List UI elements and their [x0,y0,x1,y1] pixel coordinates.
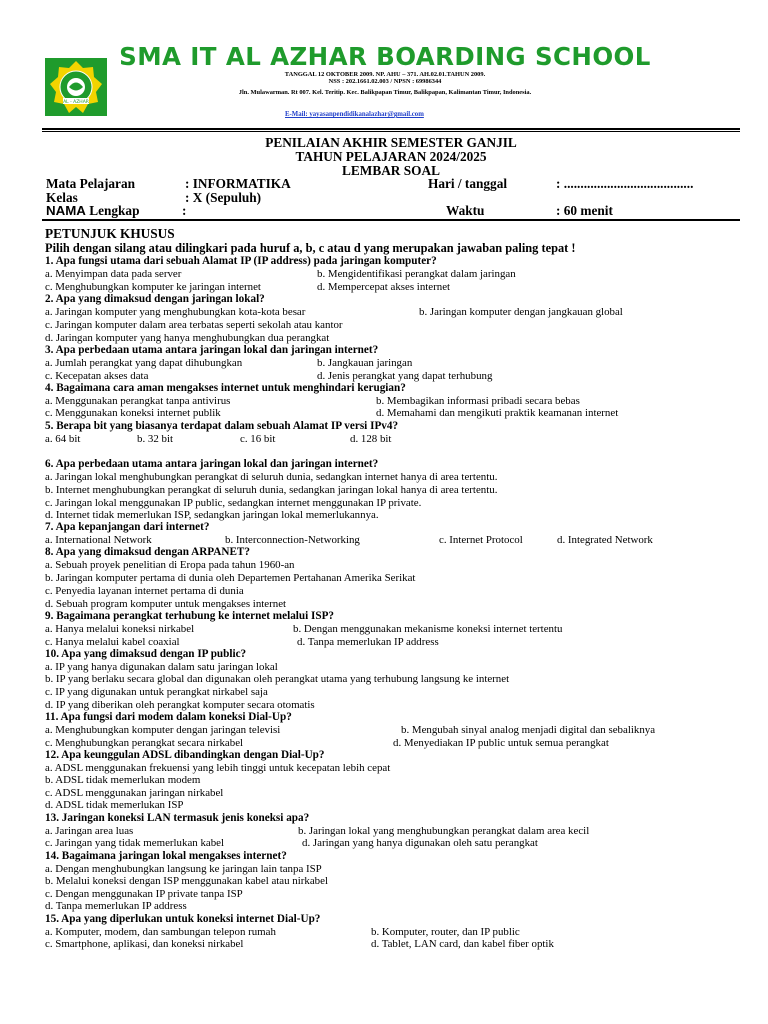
question-2: 2. Apa yang dimaksud dengan jaringan lokal? [45,293,265,305]
q4-option-b[interactable]: b. Membagikan informasi pribadi secara bebas [376,395,580,407]
q7-option-a[interactable]: a. International Network [45,534,152,546]
meta-divider [42,219,740,221]
q10-option-c[interactable]: c. IP yang digunakan untuk perangkat nirkabel saja [45,686,268,698]
time-label: Waktu [446,203,485,218]
q4-option-c[interactable]: c. Menggunakan koneksi internet publik [45,407,221,419]
q1-option-d[interactable]: d. Mempercepat akses internet [317,281,451,293]
header-registration: TANGGAL 12 OKTOBER 2009. NP. AHU – 371. AH.02.01.TAHUN 2009. [284,71,486,78]
time-value: : 60 menit [556,203,613,218]
header-address: Jln. Mulawarman. Rt 007. Kel. Teritip. Kec. Balikpapan Timur, Balikpapan, Kalimantan Timur, Indonesia. [238,89,532,96]
question-3: 3. Apa perbedaan utama antara jaringan lokal dan jaringan internet? [45,344,379,356]
q12-option-b[interactable]: b. ADSL tidak memerlukan modem [45,774,201,786]
q14-option-b[interactable]: b. Melalui koneksi dengan ISP menggunakan kabel atau nirkabel [45,875,328,887]
q2-option-c[interactable]: c. Jaringan komputer dalam area terbatas seperti sekolah atau kantor [45,319,343,331]
q4-option-d[interactable]: d. Memahami dan mengikuti praktik keamanan internet [376,407,619,419]
date-value: : ....................................... [556,176,694,191]
exam-title: PENILAIAN AKHIR SEMESTER GANJIL [265,135,517,150]
school-name: SMA IT AL AZHAR BOARDING SCHOOL [119,42,651,71]
q6-option-b[interactable]: b. Internet menghubungkan perangkat di seluruh dunia, sedangkan jaringan lokal hanya di area tertentu. [45,484,498,496]
q10-option-a[interactable]: a. IP yang hanya digunakan dalam satu jaringan lokal [45,661,278,673]
exam-year: TAHUN PELAJARAN 2024/2025 [295,149,487,164]
question-11: 11. Apa fungsi dari modem dalam koneksi Dial-Up? [45,711,292,723]
q1-option-a[interactable]: a. Menyimpan data pada server [45,268,182,280]
q14-option-d[interactable]: d. Tanpa memerlukan IP address [45,900,187,912]
question-10: 10. Apa yang dimaksud dengan IP public? [45,648,247,660]
q15-option-b[interactable]: b. Komputer, router, dan IP public [371,926,520,938]
q9-option-c[interactable]: c. Hanya melalui kabel coaxial [45,636,180,648]
q3-option-a[interactable]: a. Jumlah perangkat yang dapat dihubungkan [45,357,243,369]
header-nss-npsn: NSS : 202.1661.02.003 / NPSN : 69986344 [328,78,442,85]
q9-option-b[interactable]: b. Dengan menggunakan mekanisme koneksi internet tertentu [293,623,563,635]
q10-option-d[interactable]: d. IP yang diberikan oleh perangkat komputer secara otomatis [45,699,315,711]
q3-option-d[interactable]: d. Jenis perangkat yang dapat terhubung [317,370,493,382]
question-14: 14. Bagaimana jaringan lokal mengakses internet? [45,850,287,862]
header-divider [42,128,740,130]
q13-option-b[interactable]: b. Jaringan lokal yang menghubungkan perangkat dalam area kecil [298,825,590,837]
q8-option-a[interactable]: a. Sebuah proyek penelitian di Eropa pada tahun 1960-an [45,559,295,571]
q8-option-c[interactable]: c. Penyedia layanan internet pertama di dunia [45,585,244,597]
question-7: 7. Apa kepanjangan dari internet? [45,521,210,533]
name-label-rest: Lengkap [85,203,140,218]
date-label: Hari / tanggal [428,176,508,191]
q15-option-a[interactable]: a. Komputer, modem, dan sambungan telepon rumah [45,926,276,938]
q7-option-c[interactable]: c. Internet Protocol [439,534,523,546]
q7-option-d[interactable]: d. Integrated Network [557,534,653,546]
q5-option-d[interactable]: d. 128 bit [350,433,392,445]
q13-option-d[interactable]: d. Jaringan yang hanya digunakan oleh satu perangkat [302,837,538,849]
q1-option-c[interactable]: c. Menghubungkan komputer ke jaringan internet [45,281,261,293]
question-8: 8. Apa yang dimaksud dengan ARPANET? [45,546,250,558]
instructions-heading: PETUNJUK KHUSUS [45,226,175,241]
q11-option-d[interactable]: d. Menyediakan IP public untuk semua perangkat [393,737,609,749]
subject-value: : INFORMATIKA [185,176,291,191]
q3-option-b[interactable]: b. Jangkauan jaringan [317,357,413,369]
q2-option-b[interactable]: b. Jaringan komputer dengan jangkauan global [419,306,623,318]
question-6: 6. Apa perbedaan utama antara jaringan lokal dan jaringan internet? [45,458,379,470]
q6-option-d[interactable]: d. Internet tidak memerlukan ISP, sedangkan jaringan lokal memerlukannya. [45,509,379,521]
question-4: 4. Bagaimana cara aman mengakses internet untuk menghindari kerugian? [45,382,406,394]
question-12: 12. Apa keunggulan ADSL dibandingkan dengan Dial-Up? [45,749,325,761]
q2-option-a[interactable]: a. Jaringan komputer yang menghubungkan kota-kota besar [45,306,306,318]
header-divider-thin [42,131,740,132]
email-link[interactable]: E-Mail: yayasanpendidikanalazhar@gmail.com [285,111,424,118]
q9-option-a[interactable]: a. Hanya melalui koneksi nirkabel [45,623,195,635]
q13-option-a[interactable]: a. Jaringan area luas [45,825,134,837]
instructions-text: Pilih dengan silang atau dilingkari pada huruf a, b, c atau d yang merupakan jawaban paling tepat ! [45,241,576,255]
class-value: : X (Sepuluh) [185,190,262,205]
subject-label: Mata Pelajaran [46,176,135,191]
q6-option-a[interactable]: a. Jaringan lokal menghubungkan perangkat di seluruh dunia, sedangkan internet hanya di area tertentu. [45,471,498,483]
q9-option-d[interactable]: d. Tanpa memerlukan IP address [297,636,439,648]
question-15: 15. Apa yang diperlukan untuk koneksi internet Dial-Up? [45,913,321,925]
q5-option-c[interactable]: c. 16 bit [240,433,276,445]
q4-option-a[interactable]: a. Menggunakan perangkat tanpa antivirus [45,395,231,407]
q11-option-c[interactable]: c. Menghubungkan perangkat secara nirkabel [45,737,244,749]
q12-option-a[interactable]: a. ADSL menggunakan frekuensi yang lebih tinggi untuk kecepatan lebih cepat [45,762,391,774]
q8-option-d[interactable]: d. Sebuah program komputer untuk mengakses internet [45,598,287,610]
q11-option-a[interactable]: a. Menghubungkan komputer dengan jaringan televisi [45,724,281,736]
q14-option-a[interactable]: a. Dengan menghubungkan langsung ke jaringan lain tanpa ISP [45,863,322,875]
question-13: 13. Jaringan koneksi LAN termasuk jenis koneksi apa? [45,812,310,824]
q15-option-c[interactable]: c. Smartphone, aplikasi, dan koneksi nirkabel [45,938,244,950]
q11-option-b[interactable]: b. Mengubah sinyal analog menjadi digital dan sebaliknya [401,724,656,736]
q13-option-c[interactable]: c. Jaringan yang tidak memerlukan kabel [45,837,225,849]
q5-option-a[interactable]: a. 64 bit [45,433,81,445]
question-5: 5. Berapa bit yang biasanya terdapat dalam sebuah Alamat IP versi IPv4? [45,420,399,432]
name-value[interactable]: : [182,203,187,218]
name-label [46,204,139,218]
q6-option-c[interactable]: c. Jaringan lokal menggunakan IP public, sedangkan internet menggunakan IP private. [45,497,422,509]
q14-option-c[interactable]: c. Dengan menggunakan IP private tanpa ISP [45,888,243,900]
q1-option-b[interactable]: b. Mengidentifikasi perangkat dalam jaringan [317,268,516,280]
school-logo-icon [45,58,107,116]
q2-option-d[interactable]: d. Jaringan komputer yang hanya menghubungkan dua perangkat [45,332,330,344]
q8-option-b[interactable]: b. Jaringan komputer pertama di dunia oleh Departemen Pertahanan Amerika Serikat [45,572,416,584]
logo-text: AL - AZHAR [63,100,89,105]
q12-option-c[interactable]: c. ADSL menggunakan jaringan nirkabel [45,787,224,799]
q7-option-b[interactable]: b. Interconnection-Networking [225,534,360,546]
q12-option-d[interactable]: d. ADSL tidak memerlukan ISP [45,799,184,811]
question-1: 1. Apa fungsi utama dari sebuah Alamat IP (IP address) pada jaringan komputer? [45,255,437,267]
class-label: Kelas [46,190,78,205]
exam-sheet-label: LEMBAR SOAL [342,163,440,178]
q5-option-b[interactable]: b. 32 bit [137,433,174,445]
q15-option-d[interactable]: d. Tablet, LAN card, dan kabel fiber optik [371,938,554,950]
q3-option-c[interactable]: c. Kecepatan akses data [45,370,149,382]
q10-option-b[interactable]: b. IP yang berlaku secara global dan digunakan oleh perangkat utama yang terhubung langsung ke internet [45,673,510,685]
question-9: 9. Bagaimana perangkat terhubung ke internet melalui ISP? [45,610,335,622]
name-label-strong: NAMA [46,203,86,218]
